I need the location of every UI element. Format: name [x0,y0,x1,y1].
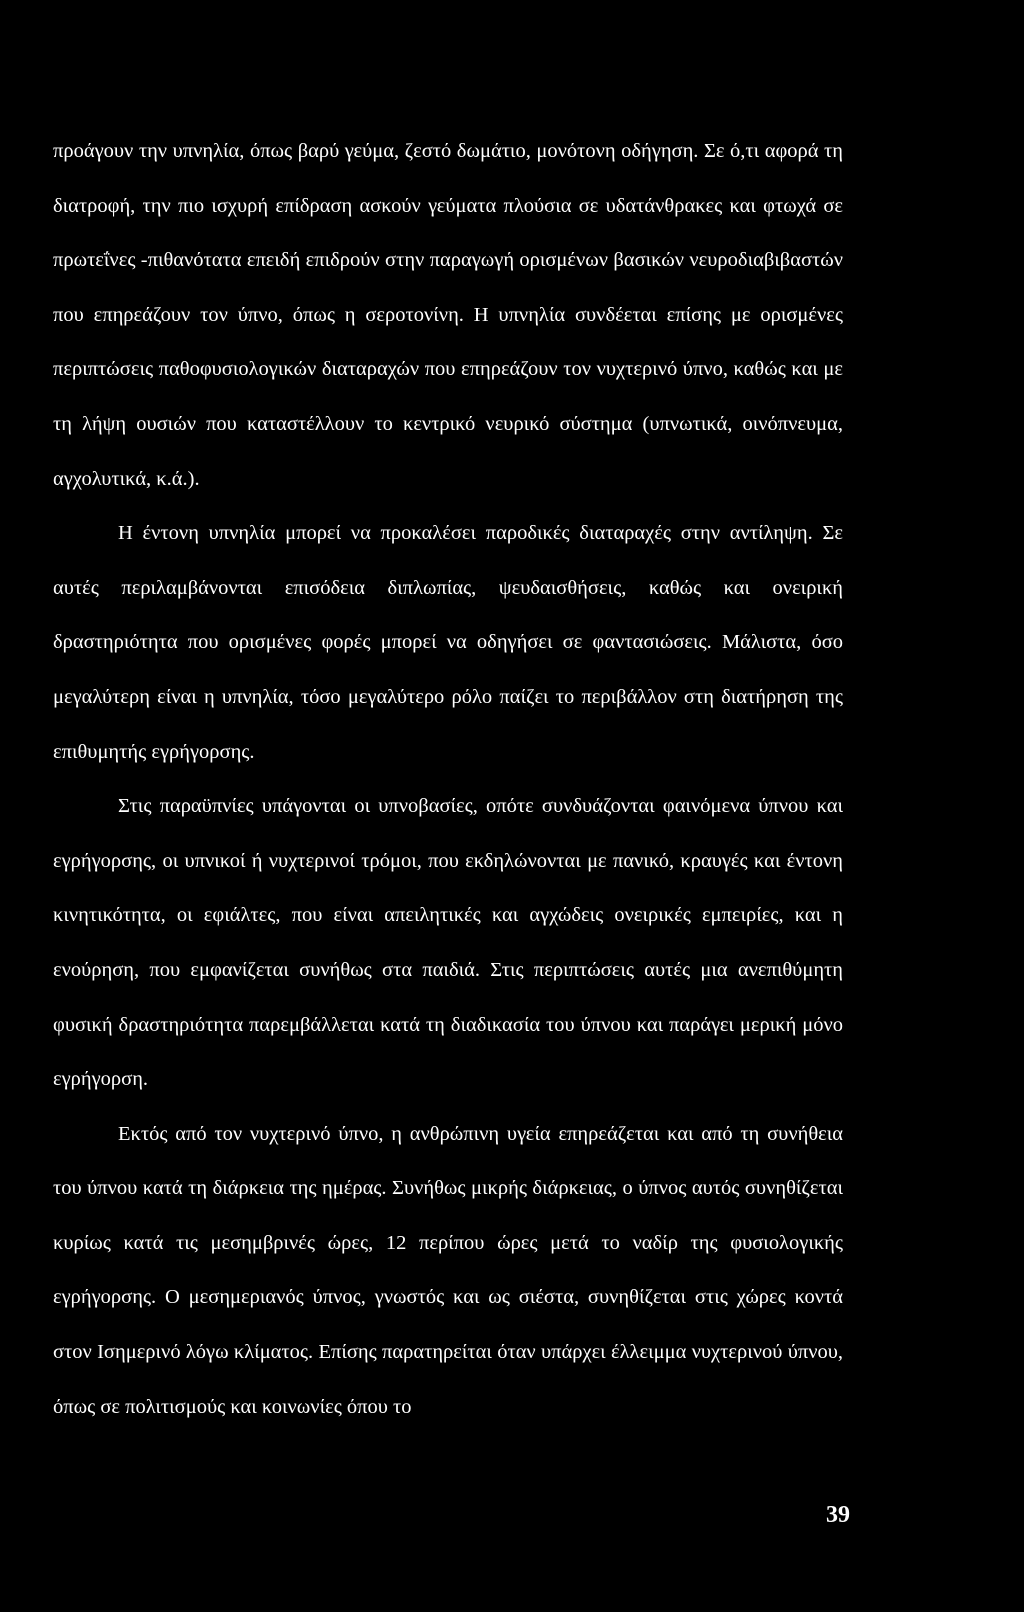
paragraph-4: Εκτός από τον νυχτερινό ύπνο, η ανθρώπινη υγεία επηρεάζεται και από τη συνήθεια του ύπνου κατά τη διάρκεια της ημέρας. Συνήθως μικρής διάρκειας, ο ύπνος αυτός συνηθίζεται κυρίως κατά τις μεσημβρινές ώρες, 12 περίπου ώρες μετά το ναδίρ της φυσιολογικής εγρήγορσης. Ο μεσημεριανός ύπνος, γνωστός και ως σιέστα, συνηθίζεται στις χώρες κοντά στον Ισημερινό λόγω κλίματος. Επίσης παρατηρείται όταν υπάρχει έλλειμμα νυχτερινού ύπνου, όπως σε πολιτισμούς και κοινωνίες όπου το [53,1122,843,1418]
paragraph-2: Η έντονη υπνηλία μπορεί να προκαλέσει παροδικές διαταραχές στην αντίληψη. Σε αυτές περιλαμβάνονται επισόδεια διπλωπίας, ψευδαισθήσεις, καθώς και ονειρική δραστηριότητα που ορισμένες φορές μπορεί να οδηγήσει σε φαντασιώσεις. Μάλιστα, όσο μεγαλύτερη είναι η υπνηλία, τόσο μεγαλύτερο ρόλο παίζει το περιβάλλον στη διατήρηση της επιθυμητής εγρήγορσης. [53,522,843,763]
page-number: 39 [826,1502,850,1528]
paragraph-1: προάγουν την υπνηλία, όπως βαρύ γεύμα, ζεστό δωμάτιο, μονότονη οδήγηση. Σε ό,τι αφορά τη διατροφή, την πιο ισχυρή επίδραση ασκούν γεύματα πλούσια σε υδατάνθρακες και φτωχά σε πρωτεΐνες -πιθανότατα επειδή επιδρούν στην παραγωγή ορισμένων βασικών νευροδιαβιβαστών που επηρεάζουν τον ύπνο, όπως η σεροτονίνη. Η υπνηλία συνδέεται επίσης με ορισμένες περιπτώσεις παθοφυσιολογικών διαταραχών που επηρεάζουν τον νυχτερινό ύπνο, καθώς και με τη λήψη ουσιών που καταστέλλουν το κεντρικό νευρικό σύστημα (υπνωτικά, οινόπνευμα, αγχολυτικά, κ.ά.). [53,140,843,490]
body-text [53,124,843,1434]
paragraph-3: Στις παραϋπνίες υπάγονται οι υπνοβασίες, οπότε συνδυάζονται φαινόμενα ύπνου και εγρήγορσης, οι υπνικοί ή νυχτερινοί τρόμοι, που εκδηλώνονται με πανικό, κραυγές και έντονη κινητικότητα, οι εφιάλτες, που είναι απειλητικές και αγχώδεις ονειρικές εμπειρίες, και η ενούρηση, που εμφανίζεται συνήθως στα παιδιά. Στις περιπτώσεις αυτές μια ανεπιθύμητη φυσική δραστηριότητα παρεμβάλλεται κατά τη διαδικασία του ύπνου και παράγει μερική μόνο εγρήγορση. [53,795,843,1091]
